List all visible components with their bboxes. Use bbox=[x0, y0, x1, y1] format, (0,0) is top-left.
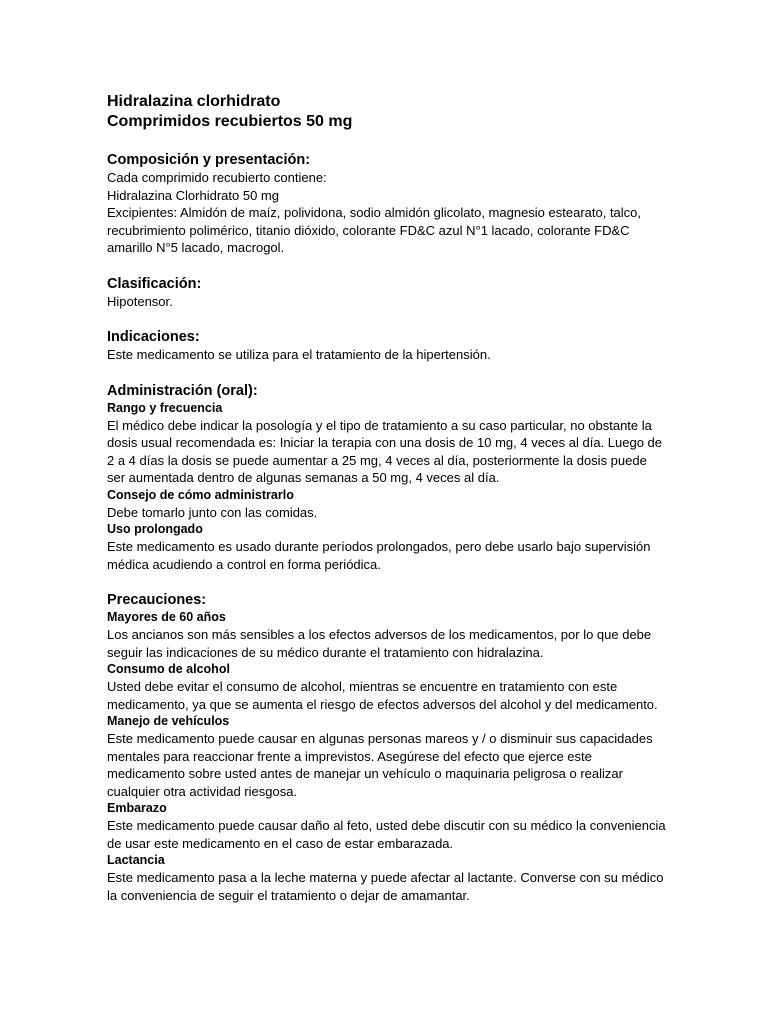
title-drug-name: Hidralazina clorhidrato bbox=[107, 93, 281, 110]
document-page bbox=[107, 92, 667, 904]
subsection-heading: Consumo de alcohol bbox=[107, 662, 230, 676]
title-presentation: Comprimidos recubiertos 50 mg bbox=[107, 113, 353, 130]
paragraph: Los ancianos son más sensibles a los efectos adversos de los medicamentos, por lo que debe seguir las indicaciones de su médico durante el tratamiento con hidralazina. bbox=[107, 627, 652, 660]
subsection-heading: Mayores de 60 años bbox=[107, 610, 226, 624]
paragraph: Hidralazina Clorhidrato 50 mg bbox=[107, 187, 279, 203]
paragraph: Este medicamento es usado durante períodos prolongados, pero debe usarlo bajo supervisión médica acudiendo a control en forma periódica. bbox=[107, 539, 651, 572]
paragraph: Este medicamento pasa a la leche materna y puede afectar al lactante. Converse con su médico la conveniencia de seguir el tratamiento o dejar de amamantar. bbox=[107, 870, 664, 903]
section-heading: Indicaciones: bbox=[107, 329, 200, 345]
paragraph: Este medicamento puede causar en algunas personas mareos y / o disminuir sus capacidades mentales para reaccionar frente a imprevistos. Asegúrese del efecto que ejerce este medicamento sobre usted antes de manejar un vehículo o maquinaria peligrosa o realizar cualquier otra actividad riesgosa. bbox=[107, 731, 653, 799]
section-administracion bbox=[107, 382, 667, 574]
section-heading: Precauciones: bbox=[107, 592, 207, 608]
paragraph: Excipientes: Almidón de maíz, polividona, sodio almidón glicolato, magnesio estearato, talco, recubrimiento polimérico, titanio dióxido, colorante FD&C azul N°1 lacado, colorante FD&C amarillo N°5 lacado, macrogol. bbox=[107, 205, 642, 255]
subsection-heading: Embarazo bbox=[107, 801, 167, 815]
section-clasificacion bbox=[107, 275, 667, 311]
paragraph: Hipotensor. bbox=[107, 293, 173, 309]
subsection-heading: Lactancia bbox=[107, 853, 165, 867]
section-composicion bbox=[107, 151, 667, 257]
section-heading: Administración (oral): bbox=[107, 382, 258, 399]
paragraph: Este medicamento puede causar daño al feto, usted debe discutir con su médico la conveniencia de usar este medicamento en el caso de estar embarazada. bbox=[107, 818, 666, 851]
paragraph: El médico debe indicar la posología y el tipo de tratamiento a su caso particular, no obstante la dosis usual recomendada es: Iniciar la terapia con una dosis de 10 mg, 4 veces al día. Luego de 2 a 4 días la dosis se puede aumentar a 25 mg, 4 veces al día, posteriormente la dosis puede ser aumentada dentro de algunas semanas a 50 mg, 4 veces al día. bbox=[107, 417, 663, 485]
subsection-heading: Consejo de cómo administrarlo bbox=[107, 487, 294, 502]
section-indicaciones bbox=[107, 328, 667, 364]
document-title bbox=[107, 92, 667, 132]
paragraph: Usted debe evitar el consumo de alcohol, mientras se encuentre en tratamiento con este medicamento, ya que se aumenta el riesgo de efectos adversos del alcohol y del medicamento. bbox=[107, 679, 658, 712]
section-heading: Clasificación: bbox=[107, 275, 202, 292]
subsection-heading: Uso prolongado bbox=[107, 522, 203, 536]
subsection-heading: Rango y frecuencia bbox=[107, 400, 223, 415]
paragraph: Este medicamento se utiliza para el tratamiento de la hipertensión. bbox=[107, 347, 491, 362]
section-precauciones bbox=[107, 591, 667, 904]
subsection-heading: Manejo de vehículos bbox=[107, 714, 230, 728]
section-heading: Composición y presentación: bbox=[107, 152, 311, 168]
paragraph: Cada comprimido recubierto contiene: bbox=[107, 170, 327, 185]
paragraph: Debe tomarlo junto con las comidas. bbox=[107, 504, 318, 520]
